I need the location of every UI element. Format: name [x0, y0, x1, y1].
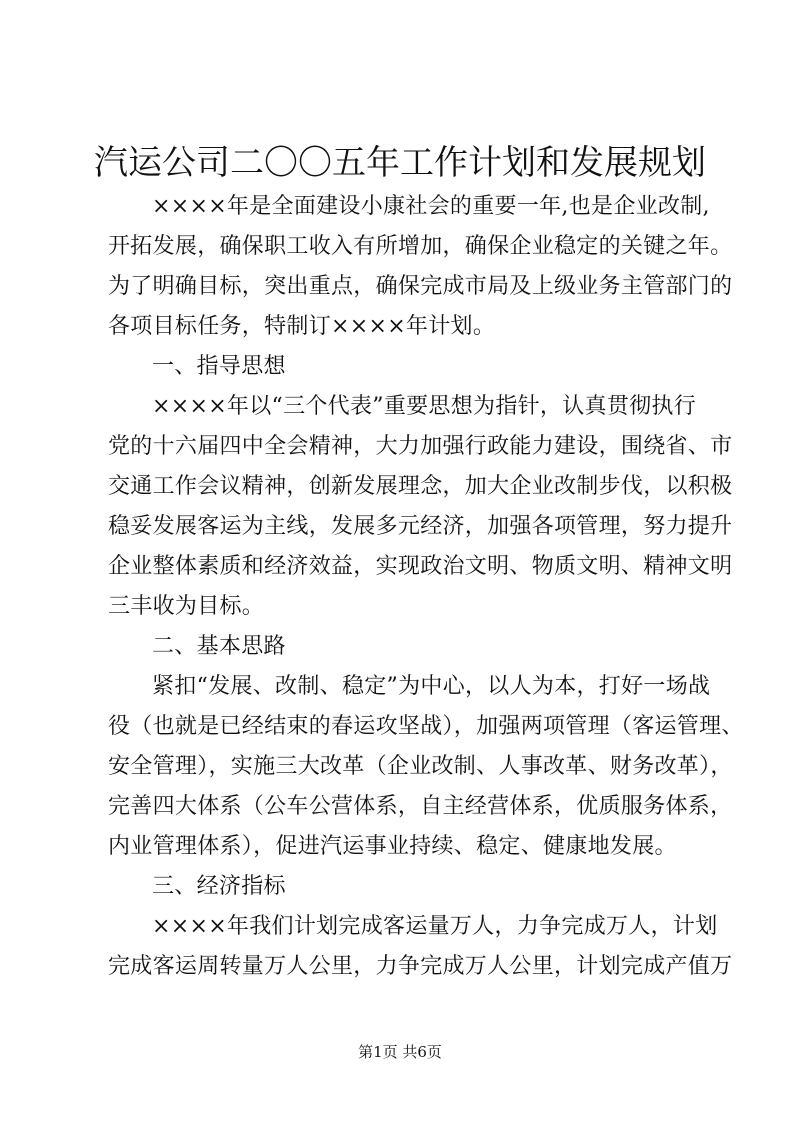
paragraph-line: 党的十六届四中全会精神，大力加强行政能力建设，围绕省、市	[108, 434, 733, 459]
paragraph-line: 完成客运周转量万人公里，力争完成万人公里，计划完成产值万	[108, 954, 733, 979]
paragraph-line: 企业整体素质和经济效益，实现政治文明、物质文明、精神文明	[108, 554, 733, 579]
paragraph-line: 开拓发展，确保职工收入有所增加，确保企业稳定的关键之年。	[108, 234, 733, 259]
section-heading: 一、指导思想	[152, 354, 286, 379]
document-title: 汽运公司二〇〇五年工作计划和发展规划	[94, 143, 706, 183]
paragraph-line: 各项目标任务，特制订××××年计划。	[108, 314, 496, 339]
paragraph-line: ××××年以“三个代表”重要思想为指针，认真贯彻执行	[152, 394, 697, 419]
section-heading: 二、基本思路	[152, 634, 286, 659]
paragraph-line: 稳妥发展客运为主线，发展多元经济，加强各项管理，努力提升	[108, 514, 733, 539]
paragraph-line: 紧扣“发展、改制、稳定”为中心，以人为本，打好一场战	[152, 674, 711, 699]
section-heading: 三、经济指标	[152, 874, 286, 899]
paragraph-line: 交通工作会议精神，创新发展理念，加大企业改制步伐，以积极	[108, 474, 733, 499]
page-indicator: 第1页 共6页	[358, 1043, 442, 1061]
paragraph-line: 安全管理），实施三大改革（企业改制、人事改革、财务改革），	[108, 754, 733, 779]
paragraph-line: 为了明确目标，突出重点，确保完成市局及上级业务主管部门的	[108, 274, 733, 299]
paragraph-line: ××××年是全面建设小康社会的重要一年,也是企业改制,	[152, 194, 710, 219]
paragraph-line: 三丰收为目标。	[108, 594, 265, 619]
paragraph-line: 内业管理体系），促进汽运事业持续、稳定、健康地发展。	[108, 834, 677, 859]
paragraph-line: 役（也就是已经结束的春运攻坚战），加强两项管理（客运管理、	[108, 714, 744, 739]
paragraph-line: ××××年我们计划完成客运量万人，力争完成万人，计划	[152, 914, 718, 939]
paragraph-line: 完善四大体系（公车公营体系，自主经营体系，优质服务体系，	[108, 794, 733, 819]
